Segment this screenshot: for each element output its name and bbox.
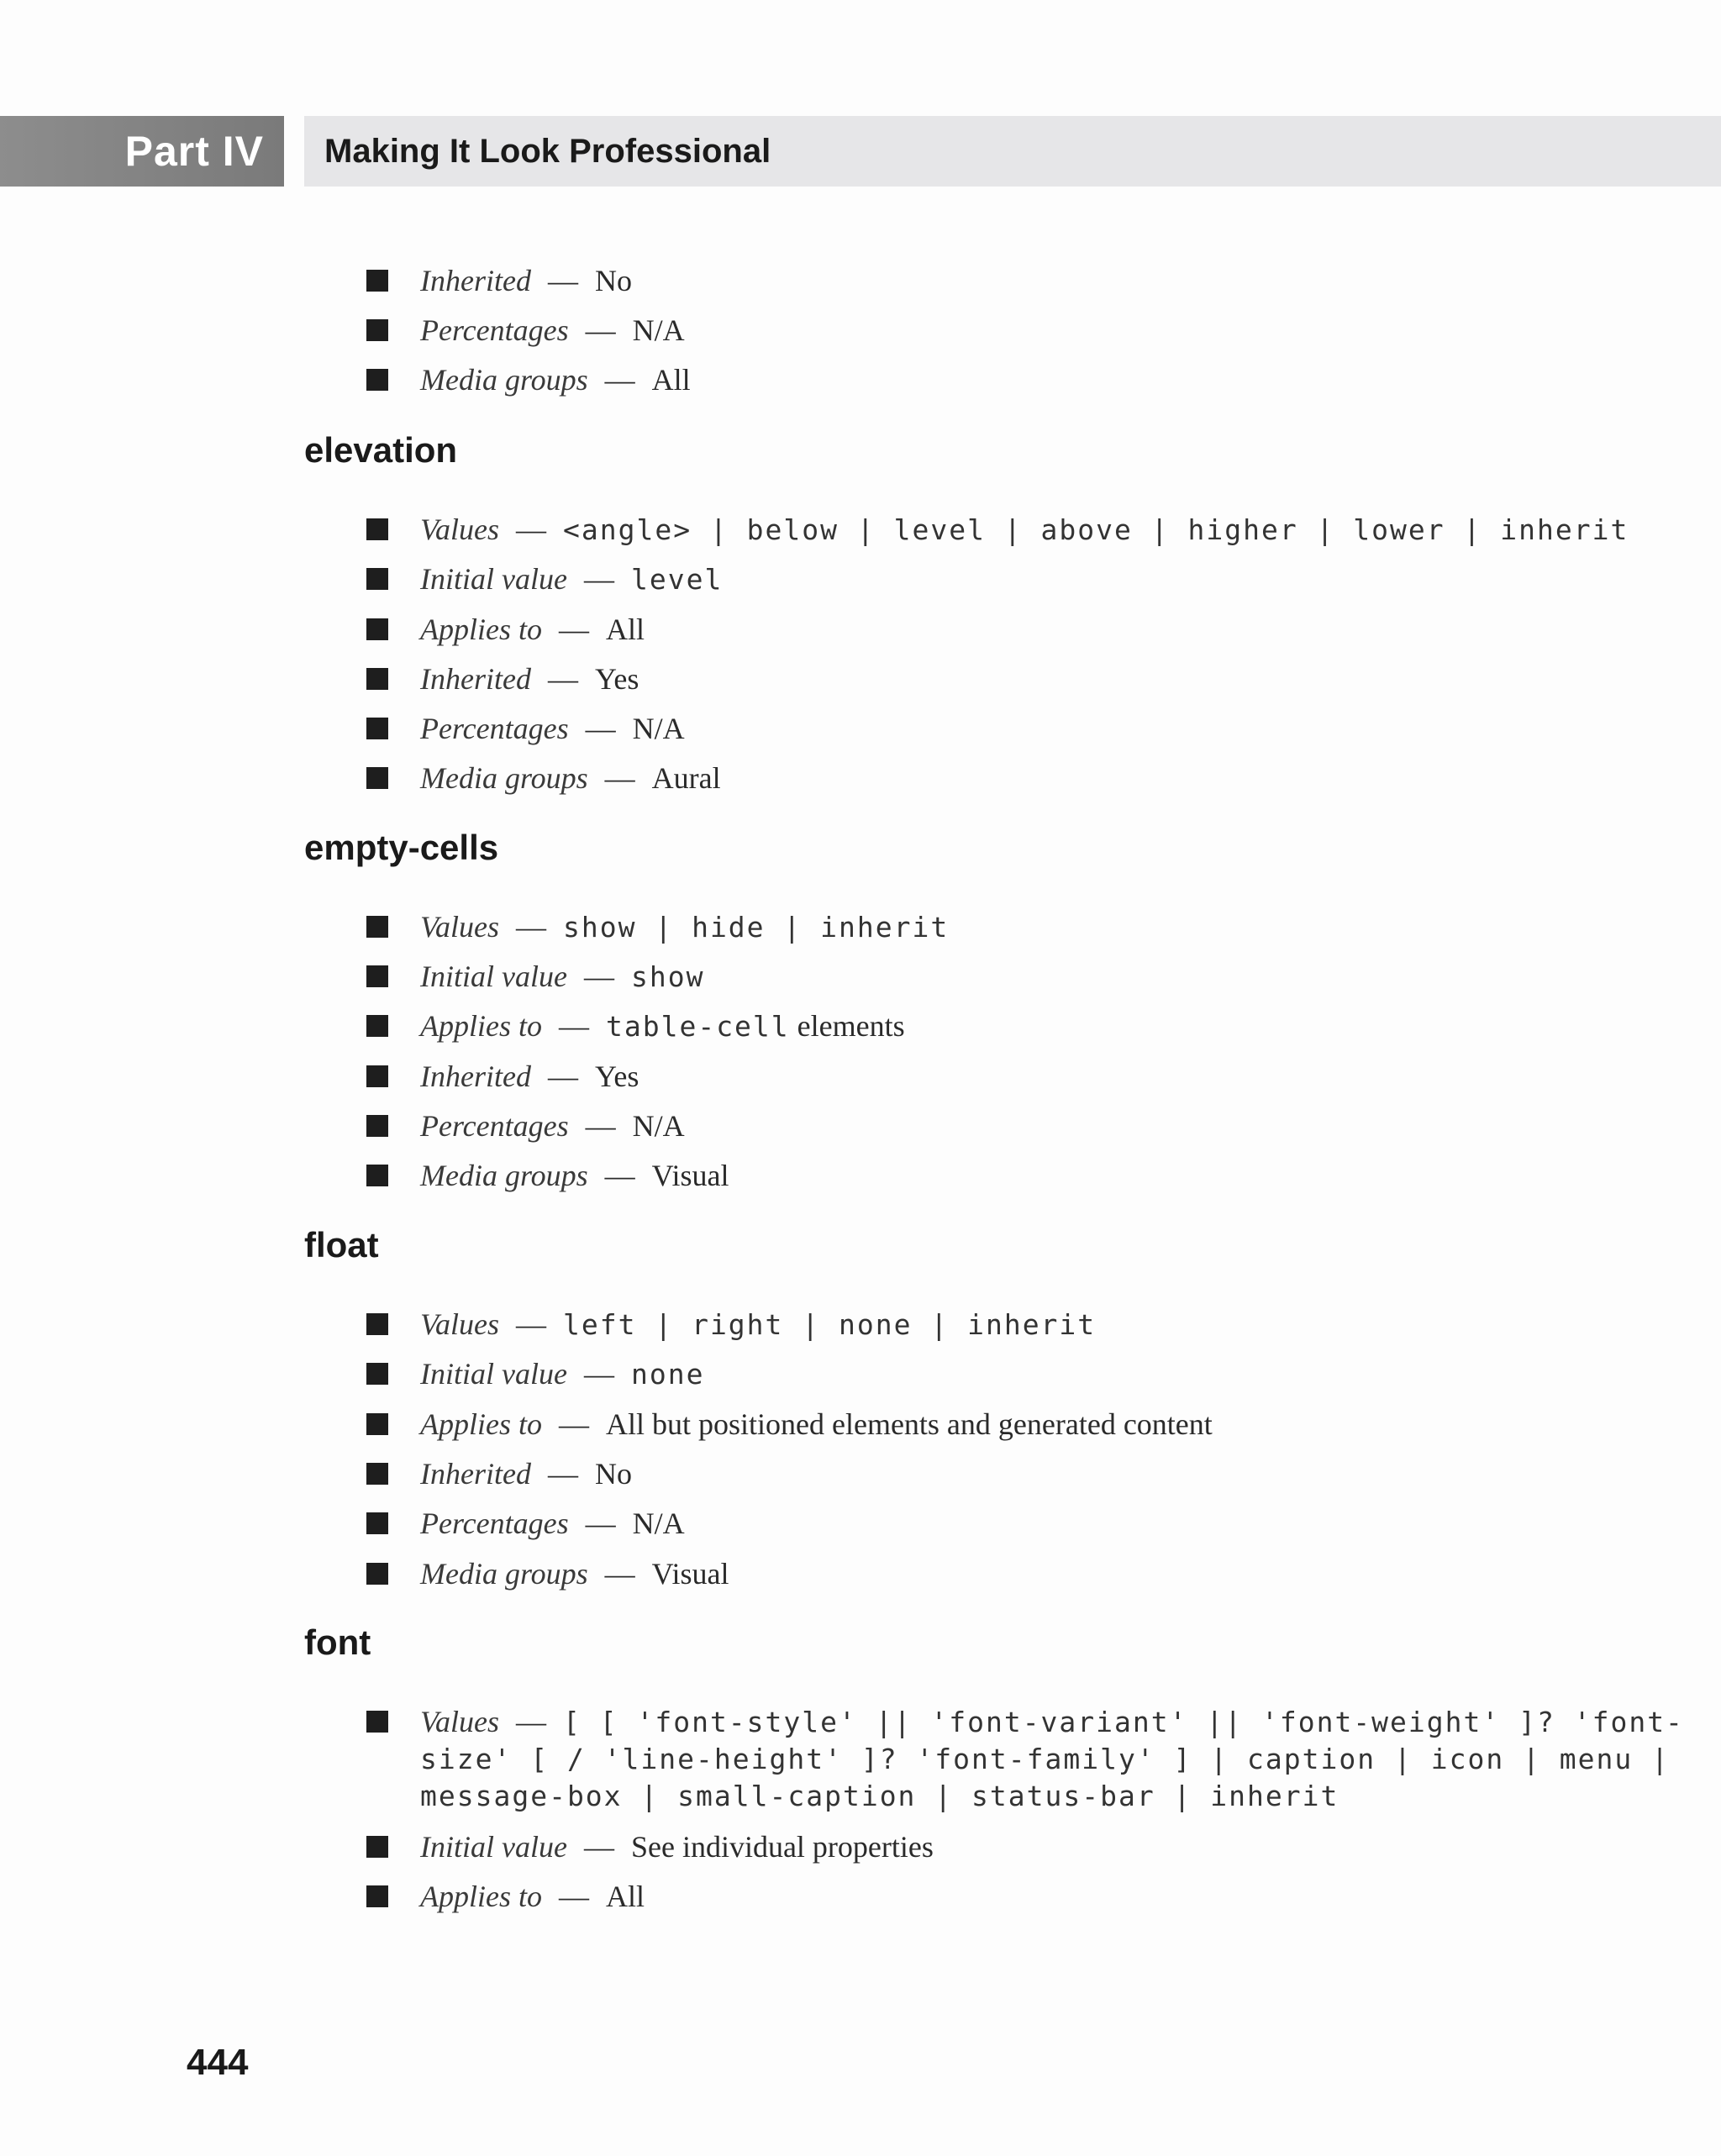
list-item: Initial value — none [420,1357,705,1391]
list-item: Media groups — Aural [420,761,721,795]
bullet-icon [366,270,388,292]
bullet-icon [366,965,388,987]
list-item: Percentages — N/A [420,712,685,745]
section-heading: elevation [304,430,458,470]
bullet-icon [366,1363,388,1385]
section-heading: font [304,1622,371,1662]
section-heading: empty-cells [304,828,499,867]
bullet-icon [366,916,388,938]
list-item: Applies to — All but positioned elements and generated content [420,1407,1213,1441]
list-item: Percentages — N/A [420,1109,685,1143]
bullet-icon [366,1413,388,1435]
list-item: Values — show | hide | inherit [420,910,950,944]
list-item: Inherited — Yes [420,662,639,696]
bullet-icon [366,518,388,540]
page-number: 444 [187,2042,249,2083]
list-item: Inherited — Yes [420,1060,639,1093]
bullet-icon [366,668,388,690]
list-item: Media groups — Visual [420,1557,729,1591]
list-item: Percentages — N/A [420,1507,685,1540]
list-item: Media groups — Visual [420,1159,729,1192]
bullet-icon [366,1512,388,1534]
bullet-icon [366,369,388,391]
bullet-icon [366,1115,388,1137]
bullet-icon [366,718,388,739]
bullet-icon [366,767,388,789]
bullet-icon [366,1313,388,1335]
bullet-icon [366,1015,388,1037]
list-item: Percentages — N/A [420,313,685,347]
bullet-icon [366,618,388,640]
part-label: Part IV [0,116,284,187]
list-item: Inherited — No [420,264,632,297]
bullet-icon [366,1711,388,1733]
bullet-icon [366,1885,388,1907]
list-item: Values — [ [ 'font-style' || 'font-variant' || 'font-weight' ]? 'font- size' [ / 'line-height' ]? 'font-family' ] | caption | icon | menu | message-box | small-caption | status-bar | inherit [420,1705,1684,1812]
bullet-icon [366,1165,388,1186]
section-heading: float [304,1225,379,1265]
list-item: Applies to — All [420,1880,645,1913]
bullet-icon [366,1463,388,1485]
chapter-title: Making It Look Professional [304,116,1721,187]
bullet-icon [366,319,388,341]
list-item: Initial value — level [420,562,724,596]
bullet-icon [366,1065,388,1087]
bullet-icon [366,1836,388,1858]
list-item: Initial value — See individual properties [420,1830,934,1864]
list-item: Applies to — table-cell elements [420,1009,905,1043]
bullet-icon [366,568,388,590]
list-item: Inherited — No [420,1457,632,1491]
bullet-icon [366,1563,388,1585]
list-item: Media groups — All [420,363,691,397]
list-item: Initial value — show [420,960,705,993]
list-item: Values — <angle> | below | level | above | higher | lower | inherit [420,513,1629,546]
list-item: Applies to — All [420,613,645,646]
list-item: Values — left | right | none | inherit [420,1307,1097,1341]
